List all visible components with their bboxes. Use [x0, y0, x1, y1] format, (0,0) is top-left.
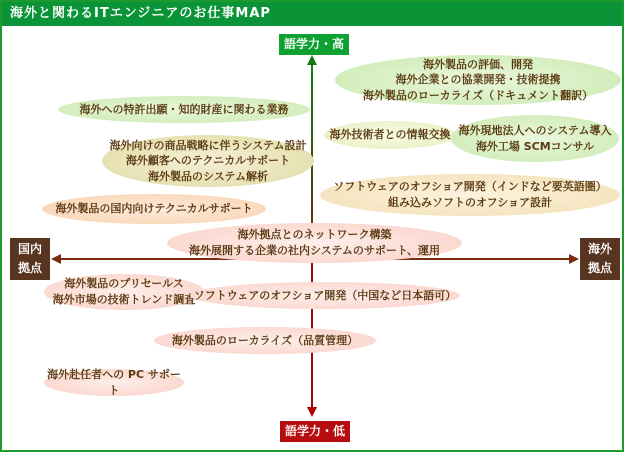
bubble-text: 海外向けの商品戦略に伴うシステム設計 [109, 138, 307, 152]
bubble-text: 海外現地法人へのシステム導入 [458, 123, 612, 137]
axis-label-language-high: 語学力・高 [279, 34, 349, 55]
bubble-product-strategy [102, 135, 314, 187]
bubble-pc-support [44, 369, 184, 396]
bubble-domestic-tech-support [42, 194, 266, 224]
bubble-text: 海外製品の国内向けテクニカルサポート [55, 202, 253, 216]
bubble-text: 海外製品のプリセールス [64, 277, 184, 291]
bubble-text: 海外展開する企業の社内システムのサポート、運用 [189, 244, 440, 257]
bubble-offshore-english [320, 174, 620, 216]
axis-label-line: 海外 [587, 242, 612, 256]
bubble-text: 海外への特許出願・知的財産に関わる業務 [79, 102, 289, 116]
bubble-text: 海外市場の技術トレンド調査 [52, 293, 196, 306]
bubble-text: ソフトウェアのオフショア開発（中国など日本語可） [193, 288, 457, 302]
arrow-up-icon [307, 55, 317, 65]
bubble-product-evaluation [335, 55, 621, 105]
axis-label-line: 拠点 [587, 261, 612, 275]
bubble-text: 海外工場 SCMコンサル [475, 139, 595, 153]
bubble-text: 海外製品の評価、開発 [423, 57, 533, 71]
page-title: 海外と関わるITエンジニアのお仕事MAP [2, 2, 622, 26]
bubble-info-exchange [324, 121, 456, 149]
bubble-text: 海外拠点とのネットワーク構築 [237, 228, 392, 242]
bubble-network-building [167, 223, 462, 263]
axis-label-domestic-base [10, 238, 50, 280]
bubble-text: 海外製品のローカライズ（品質管理） [171, 333, 359, 347]
axis-label-line: 国内 [17, 242, 42, 256]
axis-label-language-low: 語学力・低 [280, 421, 350, 442]
bubble-text: 海外製品のローカライズ（ドキュメント翻訳） [362, 88, 594, 102]
arrow-right-icon [569, 254, 579, 264]
bubble-text: 海外赴任者への PC サポート [47, 367, 181, 397]
bubble-text: ソフトウェアのオフショア開発（インドなど要英語圏） [333, 180, 607, 194]
arrow-left-icon [51, 254, 61, 264]
bubble-patent-work [58, 96, 310, 123]
bubble-text: 海外技術者との情報交換 [329, 128, 451, 142]
bubble-text: 海外顧客へのテクニカルサポート [125, 154, 291, 168]
bubble-localize-quality [154, 327, 376, 354]
axis-label-line: 拠点 [17, 261, 42, 275]
bubble-overseas-subsidiary [451, 115, 619, 162]
arrow-down-icon [307, 407, 317, 417]
bubble-text: 海外製品のシステム解析 [148, 169, 268, 183]
bubble-presales [44, 274, 204, 310]
quadrant-map [2, 26, 622, 450]
bubble-text: 海外企業との協業開発・技術提携 [395, 73, 561, 87]
bubble-text: 組み込みソフトのオフショア設計 [387, 196, 552, 209]
axis-label-overseas-base [580, 238, 620, 280]
bubble-offshore-japanese [190, 282, 460, 309]
